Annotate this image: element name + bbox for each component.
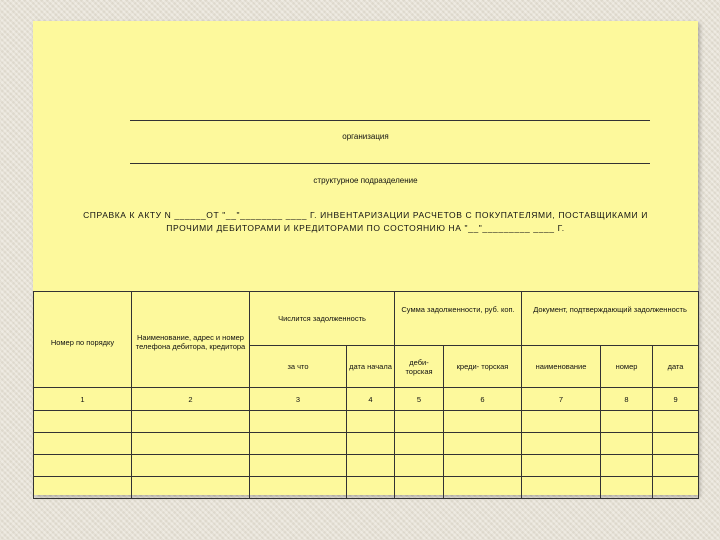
empty-cell[interactable] <box>522 477 601 499</box>
header-doc-name: наименование <box>522 346 601 388</box>
empty-cell[interactable] <box>132 411 250 433</box>
empty-cell[interactable] <box>444 433 522 455</box>
column-number: 3 <box>250 388 347 411</box>
header-debt-listed: Числится задолженность <box>250 292 395 346</box>
column-number: 1 <box>34 388 132 411</box>
empty-cell[interactable] <box>522 433 601 455</box>
empty-cell[interactable] <box>347 455 395 477</box>
empty-cell[interactable] <box>601 455 653 477</box>
column-number: 5 <box>395 388 444 411</box>
empty-row <box>34 477 699 499</box>
empty-cell[interactable] <box>395 477 444 499</box>
header-start-date: дата начала <box>347 346 395 388</box>
empty-cell[interactable] <box>34 477 132 499</box>
empty-cell[interactable] <box>601 433 653 455</box>
empty-cell[interactable] <box>250 477 347 499</box>
empty-row <box>34 411 699 433</box>
column-number: 8 <box>601 388 653 411</box>
column-number: 4 <box>347 388 395 411</box>
inventory-table <box>33 291 699 499</box>
empty-cell[interactable] <box>522 411 601 433</box>
organization-line <box>130 120 650 121</box>
empty-cell[interactable] <box>395 455 444 477</box>
column-number: 6 <box>444 388 522 411</box>
header-document: Документ, подтверждающий задолженность <box>522 292 699 346</box>
header-order: Номер по порядку <box>34 292 132 388</box>
empty-cell[interactable] <box>653 433 699 455</box>
column-number: 2 <box>132 388 250 411</box>
empty-row <box>34 455 699 477</box>
column-numbers-row <box>34 388 699 411</box>
header-credit: креди- торская <box>444 346 522 388</box>
empty-cell[interactable] <box>132 433 250 455</box>
title-line-1: СПРАВКА К АКТУ N ______ОТ "__"________ ____ Г. ИНВЕНТАРИЗАЦИИ РАСЧЕТОВ С ПОКУПАТЕЛЯМИ, ПОСТАВЩИКАМИ И <box>83 210 648 220</box>
header-debt-sum: Сумма задолженности, руб. коп. <box>395 292 522 346</box>
empty-cell[interactable] <box>34 455 132 477</box>
organization-caption: организация <box>342 132 389 141</box>
department-caption: структурное подразделение <box>313 176 418 185</box>
empty-cell[interactable] <box>444 411 522 433</box>
empty-cell[interactable] <box>522 455 601 477</box>
empty-cell[interactable] <box>250 433 347 455</box>
department-line <box>130 163 650 164</box>
empty-cell[interactable] <box>444 455 522 477</box>
column-number: 9 <box>653 388 699 411</box>
empty-cell[interactable] <box>132 455 250 477</box>
empty-row <box>34 433 699 455</box>
empty-cell[interactable] <box>34 411 132 433</box>
header-for-what: за что <box>250 346 347 388</box>
header-debit: деби- торская <box>395 346 444 388</box>
header-doc-date: дата <box>653 346 699 388</box>
empty-cell[interactable] <box>444 477 522 499</box>
title-line-2: ПРОЧИМИ ДЕБИТОРАМИ И КРЕДИТОРАМИ ПО СОСТОЯНИЮ НА "__"_________ ____ Г. <box>166 223 565 233</box>
empty-cell[interactable] <box>250 455 347 477</box>
empty-cell[interactable] <box>653 411 699 433</box>
empty-cell[interactable] <box>34 433 132 455</box>
empty-cell[interactable] <box>653 477 699 499</box>
empty-cell[interactable] <box>601 411 653 433</box>
header-doc-number: номер <box>601 346 653 388</box>
header-name: Наименование, адрес и номер телефона дебитора, кредитора <box>132 292 250 388</box>
empty-cell[interactable] <box>653 455 699 477</box>
empty-cell[interactable] <box>347 411 395 433</box>
empty-cell[interactable] <box>601 477 653 499</box>
header-row <box>34 292 699 346</box>
empty-cell[interactable] <box>132 477 250 499</box>
empty-cell[interactable] <box>347 477 395 499</box>
column-number: 7 <box>522 388 601 411</box>
document-title <box>33 209 698 235</box>
empty-cell[interactable] <box>347 433 395 455</box>
empty-cell[interactable] <box>395 433 444 455</box>
empty-cell[interactable] <box>395 411 444 433</box>
empty-cell[interactable] <box>250 411 347 433</box>
form-sheet <box>33 21 698 495</box>
